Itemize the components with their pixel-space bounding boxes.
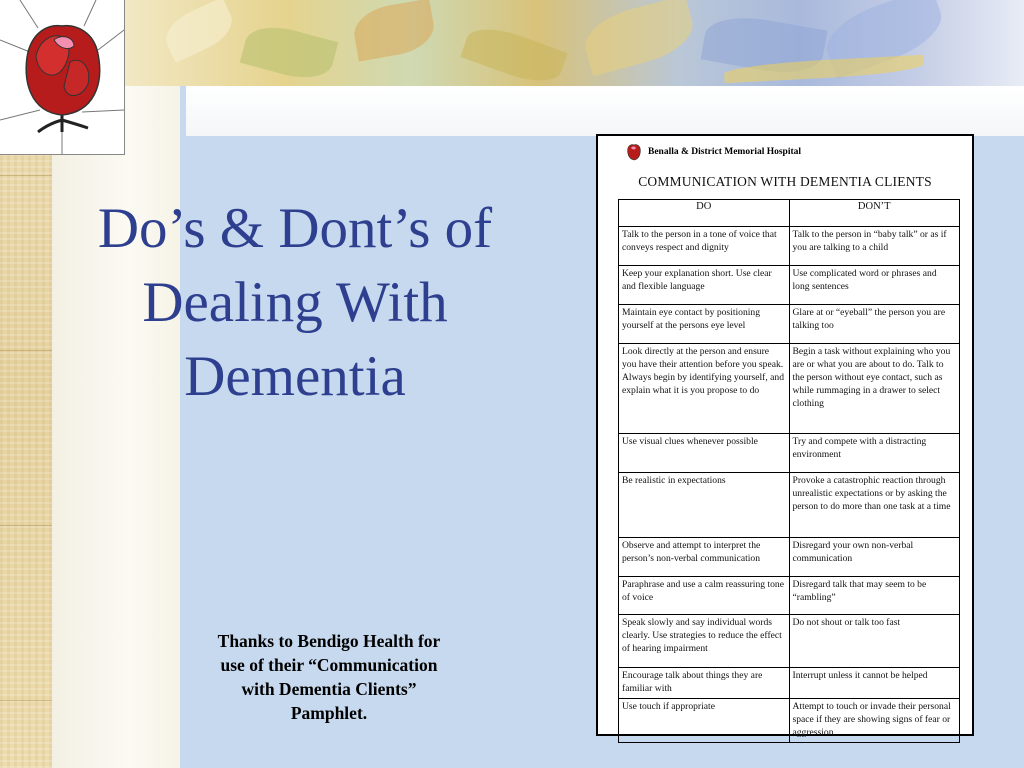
table-header-row xyxy=(619,200,960,227)
do-cell: Speak slowly and say individual words clearly. Use strategies to reduce the effect of hearing impairment xyxy=(619,615,790,668)
table-row xyxy=(619,615,960,668)
dont-cell: Glare at or “eyeball” the person you are talking too xyxy=(789,305,960,344)
table-row xyxy=(619,434,960,473)
dont-cell: Do not shout or talk too fast xyxy=(789,615,960,668)
slide-title xyxy=(60,192,530,414)
acknowledgement-text xyxy=(196,629,462,725)
do-cell: Observe and attempt to interpret the person’s non-verbal communication xyxy=(619,538,790,577)
table-row xyxy=(619,266,960,305)
thanks-line: use of their “Communication xyxy=(220,655,438,675)
header-white-band xyxy=(186,84,1024,136)
title-line: Dealing With xyxy=(142,271,448,334)
dos-donts-table xyxy=(618,199,960,743)
rose-icon xyxy=(624,142,644,162)
do-cell: Paraphrase and use a calm reassuring tone of voice xyxy=(619,577,790,615)
dont-cell: Disregard talk that may seem to be “rambling” xyxy=(789,577,960,615)
table-row xyxy=(619,227,960,266)
table-row xyxy=(619,577,960,615)
do-cell: Keep your explanation short. Use clear and flexible language xyxy=(619,266,790,305)
table-row xyxy=(619,538,960,577)
do-cell: Use touch if appropriate xyxy=(619,698,790,742)
rose-icon xyxy=(0,0,124,154)
dont-cell: Interrupt unless it cannot be helped xyxy=(789,668,960,699)
table-row xyxy=(619,473,960,538)
pamphlet-heading: COMMUNICATION WITH DEMENTIA CLIENTS xyxy=(638,174,932,189)
thanks-line: with Dementia Clients” xyxy=(241,679,417,699)
thanks-line: Thanks to Bendigo Health for xyxy=(217,631,441,651)
do-cell: Use visual clues whenever possible xyxy=(619,434,790,473)
dont-cell: Talk to the person in “baby talk” or as if you are talking to a child xyxy=(789,227,960,266)
title-line: Dementia xyxy=(184,345,406,408)
pamphlet-header xyxy=(624,141,801,163)
table-row xyxy=(619,344,960,434)
dont-cell: Disregard your own non-verbal communication xyxy=(789,538,960,577)
dont-cell: Attempt to touch or invade their personal space if they are showing signs of fear or aggression xyxy=(789,698,960,742)
rose-logo-panel xyxy=(0,0,125,155)
title-line: Do’s & Dont’s of xyxy=(97,197,493,260)
do-cell: Be realistic in expectations xyxy=(619,473,790,538)
table-row xyxy=(619,698,960,742)
thanks-line: Pamphlet. xyxy=(290,703,368,723)
hospital-name: Benalla & District Memorial Hospital xyxy=(648,147,802,157)
dont-cell: Provoke a catastrophic reaction through unrealistic expectations or by asking the person to do more than one task at a time xyxy=(789,473,960,538)
do-cell: Maintain eye contact by positioning yourself at the persons eye level xyxy=(619,305,790,344)
dont-cell: Begin a task without explaining who you are or what you are about to do. Talk to the person without eye contact, such as while rummaging in a drawer to select clothing xyxy=(789,344,960,434)
do-column-header: DO xyxy=(619,200,790,227)
do-cell: Look directly at the person and ensure you have their attention before you speak. Always begin by identifying yourself, and explain what it is you propose to do xyxy=(619,344,790,434)
do-cell: Encourage talk about things they are familiar with xyxy=(619,668,790,699)
table-row xyxy=(619,305,960,344)
decorative-banner xyxy=(124,0,1024,86)
table-row xyxy=(619,668,960,699)
dont-cell: Use complicated word or phrases and long sentences xyxy=(789,266,960,305)
do-cell: Talk to the person in a tone of voice that conveys respect and dignity xyxy=(619,227,790,266)
dont-column-header: DON’T xyxy=(789,200,960,227)
dont-cell: Try and compete with a distracting environment xyxy=(789,434,960,473)
pamphlet-document xyxy=(596,134,974,736)
